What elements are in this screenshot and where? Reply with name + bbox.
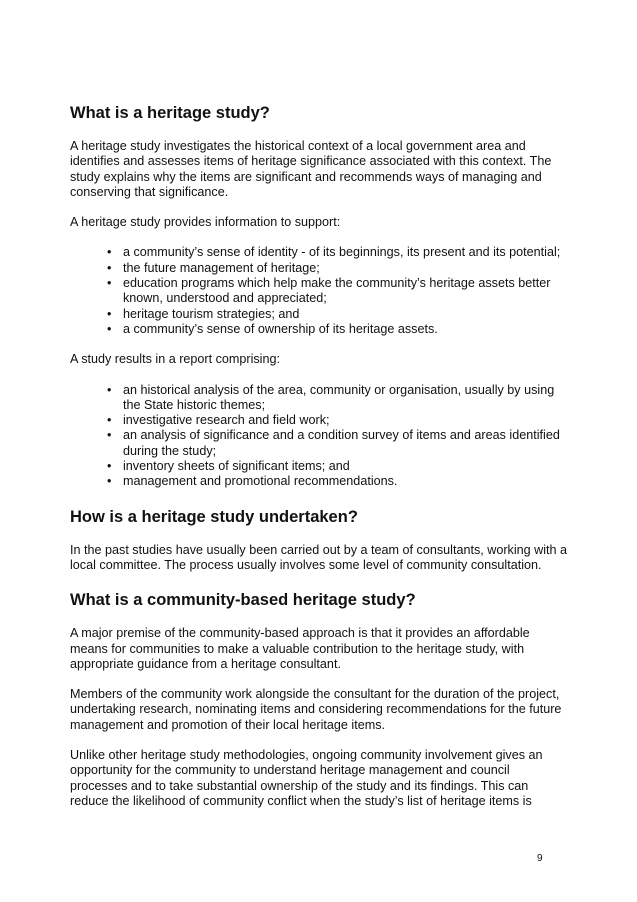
paragraph-heritage-study-definition: A heritage study investigates the historical context of a local government area and identifies and assesses items of heritage significance associated with this context. The study explains why the items are significant and recommends ways of managing and conserving that significance. bbox=[70, 139, 552, 199]
bullet-list-report bbox=[70, 383, 570, 490]
list-item: • heritage tourism strategies; and bbox=[107, 306, 300, 321]
bullet-icon: • bbox=[107, 245, 112, 260]
heading-how-undertaken: How is a heritage study undertaken? bbox=[70, 507, 358, 526]
bullet-icon: • bbox=[107, 306, 112, 321]
bullet-icon: • bbox=[107, 382, 112, 397]
bullet-icon: • bbox=[107, 276, 112, 291]
page-number: 9 bbox=[537, 853, 543, 864]
bullet-icon: • bbox=[107, 413, 112, 428]
paragraph-list-intro-support: A heritage study provides information to support: bbox=[70, 215, 341, 230]
list-item: • a community’s sense of identity - of its beginnings, its present and its potential; bbox=[107, 245, 561, 260]
heading-community-based: What is a community-based heritage study? bbox=[70, 591, 416, 610]
heading-what-is-heritage-study: What is a heritage study? bbox=[70, 104, 270, 122]
bullet-list-support bbox=[70, 245, 570, 337]
paragraph-list-intro-report: A study results in a report comprising: bbox=[70, 352, 280, 367]
list-item: • an analysis of significance and a condition survey of items and areas identified during the study; bbox=[107, 428, 560, 458]
list-item: • education programs which help make the community’s heritage assets better known, understood and appreciated; bbox=[107, 276, 551, 306]
paragraph-unlike-other-methodologies: Unlike other heritage study methodologies, ongoing community involvement gives an opportunity for the community to understand heritage management and council processes and to take substantial ownership of the study and its findings. This can reduce the likelihood of community conflict when the study’s list of heritage items is bbox=[70, 748, 543, 808]
bullet-icon: • bbox=[107, 459, 112, 474]
paragraph-major-premise: A major premise of the community-based approach is that it provides an affordable means for communities to make a valuable contribution to the heritage study, with appropriate guidance from a heritage consultant. bbox=[70, 626, 530, 671]
paragraph-members-of-community: Members of the community work alongside the consultant for the duration of the project, undertaking research, nominating items and considering recommendations for the future management and promotion of their local heritage items. bbox=[70, 687, 562, 732]
bullet-icon: • bbox=[107, 474, 112, 489]
list-item: • a community’s sense of ownership of its heritage assets. bbox=[107, 321, 438, 336]
bullet-icon: • bbox=[107, 321, 112, 336]
list-item: • investigative research and field work; bbox=[107, 413, 330, 428]
list-item: • inventory sheets of significant items; and bbox=[107, 459, 350, 474]
list-item: • the future management of heritage; bbox=[107, 260, 320, 275]
paragraph-past-studies: In the past studies have usually been carried out by a team of consultants, working with a local committee. The process usually involves some level of community consultation. bbox=[70, 542, 568, 572]
document-page bbox=[70, 103, 570, 824]
list-item: • an historical analysis of the area, community or organisation, usually by using the State historic themes; bbox=[107, 382, 555, 412]
bullet-icon: • bbox=[107, 428, 112, 443]
bullet-icon: • bbox=[107, 260, 112, 275]
list-item: • management and promotional recommendations. bbox=[107, 474, 398, 489]
